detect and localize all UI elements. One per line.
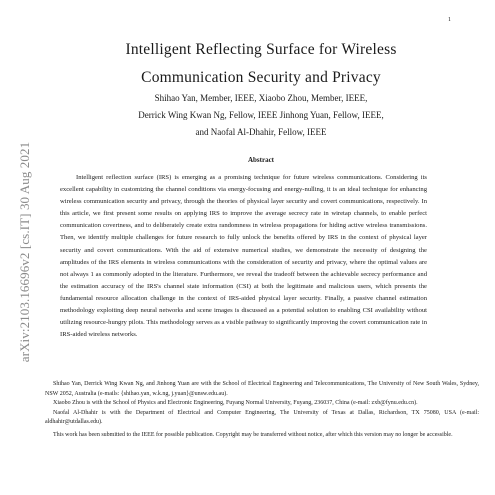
authors-line-3: and Naofal Al-Dhahir, Fellow, IEEE: [195, 127, 327, 137]
footnote-affiliation-unsw: Shihao Yan, Derrick Wing Kwan Ng, and Jinhong Yuan are with the School of Electrical Engineering and Telecommunications, The University of New South Wales, Sydney, NSW 2052, Australia (e-mails: {shihao.yan, w.k.ng, j.yuan}@unsw.edu.au).: [45, 381, 479, 397]
arxiv-identifier-sidebar: [9, 128, 41, 376]
footnote-affiliation-fuyang: Xiaobo Zhou is with the School of Physics and Electronic Engineering, Fuyang Normal University, Fuyang, 236037, China (e-mail: zxb@fynu.edu.cn).: [53, 400, 418, 406]
authors-line-2: Derrick Wing Kwan Ng, Fellow, IEEE Jinhong Yuan, Fellow, IEEE,: [138, 110, 384, 120]
paper-title-line-1: Intelligent Reflecting Surface for Wireless: [125, 41, 397, 58]
authors-line-1: Shihao Yan, Member, IEEE, Xiaobo Zhou, Member, IEEE,: [154, 93, 368, 103]
footnotes: [45, 380, 479, 440]
arxiv-identifier: arXiv:2103.16696v2 [cs.IT] 30 Aug 2021: [17, 141, 32, 363]
page-number: 1: [448, 17, 451, 23]
footnote-affiliation-utdallas: Naofal Al-Dhahir is with the Department of Electrical and Computer Engineering, The University of Texas at Dallas, Richardson, TX 75080, USA (e-mail: aldhahir@utdallas.edu).: [45, 409, 479, 425]
footnote-submission-notice: This work has been submitted to the IEEE for possible publication. Copyright may be transferred without notice, after which this version may no longer be accessible.: [53, 431, 453, 438]
abstract-heading: Abstract: [247, 156, 275, 164]
abstract-body: Intelligent reflection surface (IRS) is emerging as a promising technique for future wireless communications. Considering its excellent capability in customizing the channel conditions via energy-focusing and energy-nulling, it is an ideal technique for enhancing wireless communication security and privacy, through the theories of physical layer security and covert communications, respectively. In this article, we first present some results on applying IRS to improve the average secrecy rate in wiretap channels, to enable perfect communication covertness, and to deliberately create extra randomness in wireless propagations for hiding active wireless transmissions. Then, we identify multiple challenges for future research to fully unlock the benefits offered by IRS in the context of physical layer security and covert communications. With the aid of extensive numerical studies, we demonstrate the necessity of designing the amplitudes of the IRS elements in wireless communications with the consideration of security and privacy, where the optimal values are not always 1 as commonly adopted in the literature. Furthermore, we reveal the tradeoff between the achievable secrecy performance and the estimation accuracy of the IRS's channel state information (CSI) at both the legitimate and malicious users, which presents the fundamental resource allocation challenge in the context of IRS-aided physical layer security. Finally, a passive channel estimation methodology exploiting deep neural networks and scene images is discussed as a potential solution to enabling CSI availability without utilizing resource-hungry pilots. This methodology serves as a visible pathway to significantly improving the covert communication rate in IRS-aided wireless networks.: [60, 174, 427, 339]
paper-title-line-2: Communication Security and Privacy: [141, 69, 381, 86]
